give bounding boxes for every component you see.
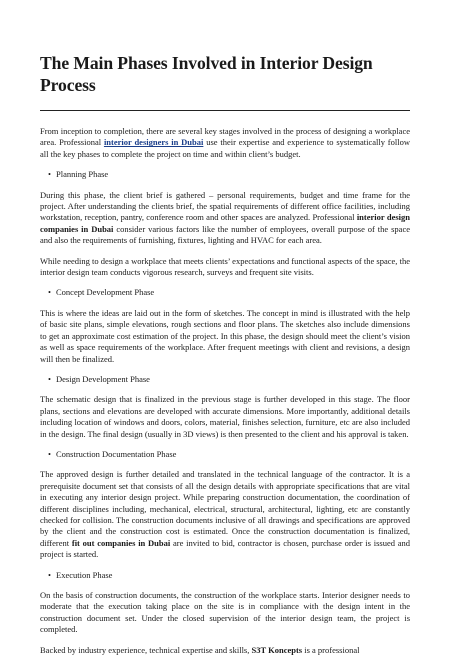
company-name: S3T Koncepts — [251, 644, 303, 655]
page-title: The Main Phases Involved in Interior Design Process — [40, 53, 373, 95]
construction-text-start: The approved design is further detailed and translated in the technical language of the contractor. It is a prerequisite document set that consists of all the design details with appropriate specifications that are vital in executing any interior design project. While preparing construction documentation, the coordination of different disciplines including, mechanical, electrical, structural, architectural, lighting, etc are constantly checked for collision. The construction documents inclusive of all drawings and specifications are approved by the client and the construction cost is estimated. Once the construction documentation is finalized, different — [40, 469, 410, 548]
planning-paragraph-1 — [40, 190, 410, 247]
planning-text-start: During this phase, the client brief is gathered – personal requirements, budget and time frame for the project. After understanding the clients brief, the spatial requirements of different office facilities, including workstation, reception, pantry, conference room and other spaces are analyzed. Professional — [40, 189, 410, 223]
title-divider — [40, 110, 410, 111]
planning-phase-label: Planning Phase — [56, 169, 109, 180]
execution-phase-heading — [40, 570, 410, 581]
fit-out-companies-keyword: fit out companies in Dubai — [71, 537, 171, 548]
execution-paragraph: On the basis of construction documents, the construction of the workplace starts. Interior designer needs to moderate that the execution taking place on the site is in compliance with the design intent in the construction document set. Under the closed supervision of the interior design team, the project is completed. — [40, 590, 410, 635]
intro-text-start: From inception to completion, there are several key stages involved in the process of designing a workplace area. Professional — [40, 126, 410, 148]
construction-text-end: are invited to bid, contractor is chosen, purchase order is issued and project is started. — [40, 537, 410, 560]
closing-text-start: Backed by industry experience, technical expertise and skills, — [40, 644, 252, 655]
bullet-icon: • — [48, 169, 51, 180]
design-phase-label: Design Development Phase — [56, 373, 150, 384]
planning-text-end: consider various factors like the number of employees, overall purpose of the space and also the requirements of furnishing, fixtures, lighting and HVAC for each area. — [40, 223, 411, 246]
construction-paragraph — [40, 469, 410, 560]
concept-paragraph: This is where the ideas are laid out in the form of sketches. The concept in mind is illustrated with the help of basic site plans, simple elevations, rough sections and floor plans. The sketches also include dimensions to get an approximate cost estimation of the project. In this phase, the design should meet the client’s vision as well as space requirements of the workplace. After frequent meetings with client and revisions, a design will then be finalized. — [40, 307, 410, 364]
intro-paragraph — [40, 126, 410, 160]
bullet-icon: • — [48, 373, 51, 384]
planning-paragraph-2: While needing to design a workplace that meets clients’ expectations and functional aspects of the space, the interior design team conducts vigorous research, surveys and frequent site visits. — [40, 255, 410, 278]
bullet-icon: • — [48, 287, 51, 298]
concept-phase-label: Concept Development Phase — [56, 287, 155, 298]
closing-text-end: is a professional — [302, 644, 360, 655]
interior-designers-link[interactable]: interior designers in Dubai — [103, 137, 204, 148]
intro-text-end: use their expertise and experience to systematically follow all the key phases to complete the project on time and within client’s budget. — [40, 137, 410, 159]
planning-phase-heading — [40, 169, 410, 180]
concept-phase-heading — [40, 287, 410, 298]
design-paragraph: The schematic design that is finalized in the previous stage is further developed in this stage. The floor plans, sections and elevations are developed with accurate dimensions. More importantly, additional details including location of windows and doors, colors, material, finishes selection, furniture, etc are also included in the design. The final design (usually in 3D views) is then presented to the client and his approval is taken. — [40, 394, 410, 439]
design-phase-heading — [40, 374, 410, 385]
bullet-icon: • — [48, 448, 51, 459]
bullet-icon: • — [48, 569, 51, 580]
construction-phase-heading — [40, 449, 410, 460]
document-page — [40, 52, 410, 665]
construction-phase-label: Construction Documentation Phase — [56, 448, 177, 459]
closing-paragraph — [40, 645, 410, 656]
interior-design-companies-keyword: interior design companies in Dubai — [40, 212, 410, 234]
execution-phase-label: Execution Phase — [56, 569, 113, 580]
